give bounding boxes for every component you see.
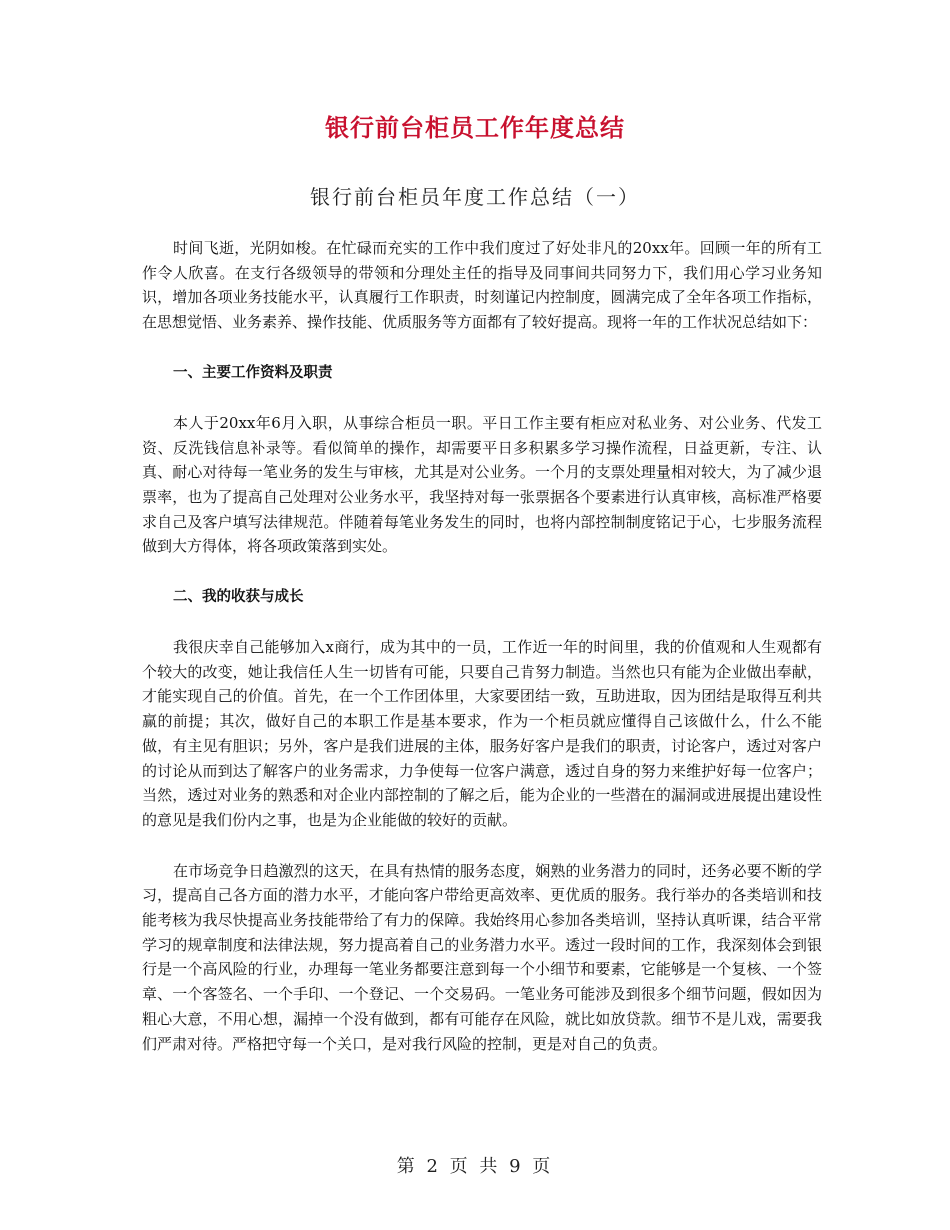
section-2-paragraph-2: 在市场竞争日趋激烈的这天，在具有热情的服务态度，娴熟的业务潜力的同时，还务必要不断的学习，提高自己各方面的潜力水平，才能向客户带给更高效率、更优质的服务。我行举办的各类培训和技能考核为我尽快提高业务技能带给了有力的保障。我始终用心参加各类培训，坚持认真听课，结合平常学习的规章制度和法律法规，努力提高着自己的业务潜力水平。透过一段时间的工作，我深刻体会到银行是一个高风险的行业，办理每一笔业务都要注意到每一个小细节和要素，它能够是一个复核、一个签章、一个客签名、一个手印、一个登记、一个交易码。一笔业务可能涉及到很多个细节问题，假如因为粗心大意，不用心想，漏掉一个没有做到，都有可能存在风险，就比如放贷款。细节不是儿戏，需要我们严肃对待。严格把守每一个关口，是对我行风险的控制，更是对自己的负责。 bbox=[142, 861, 822, 1053]
document-body bbox=[142, 236, 822, 1082]
document-title: 银行前台柜员工作年度总结 bbox=[325, 114, 625, 142]
document-subtitle: 银行前台柜员年度工作总结（一） bbox=[310, 185, 640, 209]
section-1-paragraph: 本人于20xx年6月入职，从事综合柜员一职。平日工作主要有柜应对私业务、对公业务、代发工资、反洗钱信息补录等。看似简单的操作，却需要平日多积累多学习操作流程，日益更新，专注、认真、耐心对待每一笔业务的发生与审核，尤其是对公业务。一个月的支票处理量相对较大，为了减少退票率，也为了提高自己处理对公业务水平，我坚持对每一张票据各个要素进行认真审核，高标准严格要求自己及客户填写法律规范。伴随着每笔业务发生的同时，也将内部控制制度铭记于心，七步服务流程做到大方得体，将各项政策落到实处。 bbox=[142, 413, 822, 556]
intro-paragraph: 时间飞逝，光阴如梭。在忙碌而充实的工作中我们度过了好处非凡的20xx年。回顾一年的所有工作令人欣喜。在支行各级领导的带领和分理处主任的指导及同事间共同努力下，我们用心学习业务知识，增加各项业务技能水平，认真履行工作职责，时刻谨记内控制度，圆满完成了全年各项工作指标，在思想觉悟、业务素养、操作技能、优质服务等方面都有了较好提高。现将一年的工作状况总结如下： bbox=[142, 239, 822, 332]
section-heading-1: 一、主要工作资料及职责 bbox=[173, 364, 333, 381]
section-2-paragraph-1: 我很庆幸自己能够加入x商行，成为其中的一员，工作近一年的时间里，我的价值观和人生观都有个较大的改变，她让我信任人生一切皆有可能，只要自己肯努力制造。当然也只有能为企业做出奉献，才能实现自己的价值。首先，在一个工作团体里，大家要团结一致，互助进取，因为团结是取得互利共赢的前提；其次，做好自己的本职工作是基本要求，作为一个柜员就应懂得自己该做什么，什么不能做，有主见有胆识；另外，客户是我们进展的主体，服务好客户是我们的职责，讨论客户，透过对客户的讨论从而到达了解客户的业务需求，力争使每一位客户满意，透过自身的努力来维护好每一位客户；当然，透过对业务的熟悉和对企业内部控制的了解之后，能为企业的一些潜在的漏洞或进展提出建设性的意见是我们份内之事，也是为企业能做的较好的贡献。 bbox=[142, 638, 822, 829]
page-number-footer: 第 2 页 共 9 页 bbox=[396, 1156, 554, 1177]
section-heading-2: 二、我的收获与成长 bbox=[173, 589, 304, 606]
